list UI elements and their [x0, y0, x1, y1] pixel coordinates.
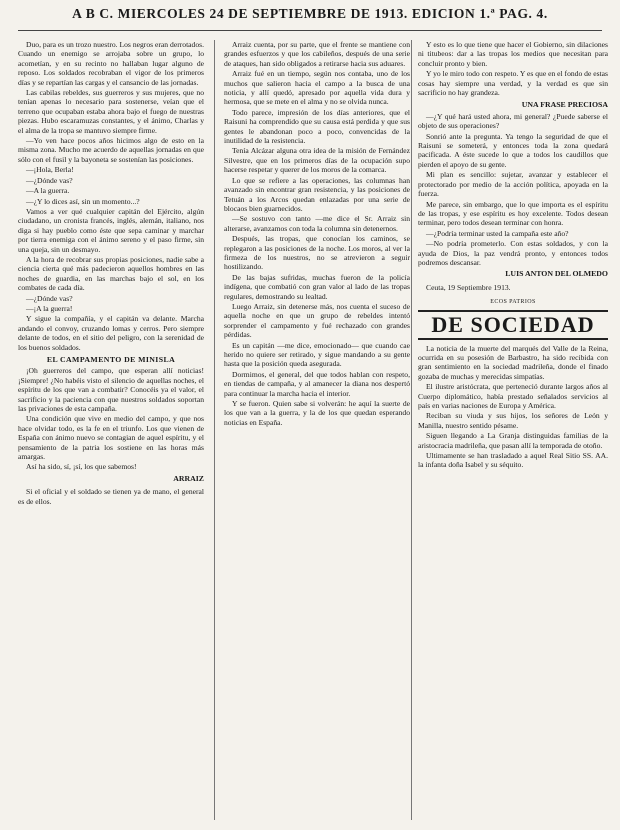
- paragraph: Mi plan es sencillo: sujetar, avanzar y establecer el protectorado por medio de la acción política, apoyada en la fuerza.: [418, 170, 608, 199]
- paragraph: Vamos a ver qué cualquier capitán del Ejército, algún ciudadano, un cronista francés, inglés, alemán, italiano, nos diga si hay pueblo como éste que sepa caminar y marchar por tierra enemiga con el ánimo sereno y el paso firme, sin una queja, sin un desmayo.: [18, 206, 204, 254]
- paragraph: Si el oficial y el soldado se tienen ya de mano, el general es de ellos.: [18, 487, 204, 506]
- paragraph: Una condición que vive en medio del campo, y que nos hace olvidar todo, es la fe en el triunfo. Los que vienen de España con ánimo nuevo se contagian de aquel espíritu, y el pensamiento de la patria los sostiene en las horas más amargas.: [18, 414, 204, 462]
- paragraph: Arraiz cuenta, por su parte, que el frente se mantiene con grandes esfuerzos y que los cabileños, después de una serie de ataques, han sido obligados a retirarse hacia sus aduares.: [224, 40, 410, 68]
- paragraph: Luego Arraiz, sin detenerse más, nos cuenta el suceso de aquella noche en que un grupo de rebeldes intentó sorprender el campamento y fué rechazado con grandes pérdidas.: [224, 301, 410, 340]
- paragraph: Ultimamente se han trasladado a aquel Real Sitio SS. AA. la infanta doña Isabel y su séquito.: [418, 451, 608, 470]
- column-divider: [214, 40, 215, 820]
- paragraph: De las bajas sufridas, muchas fueron de la policía indígena, que combatió con gran valor al lado de las tropas regulares, demostrando su lealtad.: [224, 272, 410, 301]
- column-1: [18, 40, 204, 826]
- section-heading: EL CAMPAMENTO DE MINISLA: [46, 355, 176, 364]
- section-kicker: ECOS PATRIOS: [490, 299, 536, 306]
- paragraph: —¿Podría terminar usted la campaña este año?: [426, 228, 569, 238]
- paragraph: Después, las tropas, que conocían los caminos, se replegaron a las posiciones de la noche. Los moros, al ver la firmeza de los nuestros, no se atrevieron a seguir hostilizando.: [224, 234, 410, 272]
- paragraph: —Yo ven hace pocos años hicimos algo de esto en la misma zona. Mucho me acuerdo de aquellas jornadas en que sólo con el fusil y la bayoneta se sostenían las posiciones.: [18, 136, 204, 164]
- paragraph: Dormimos, el general, del que todos hablan con respeto, en tiendas de campaña, y al amanecer la diana nos despertó para continuar la marcha hacia el interior.: [224, 369, 410, 398]
- paragraph: —Se sostuvo con tanto —me dice el Sr. Arraiz sin alterarse, avanzamos con toda la columna sin detenernos.: [224, 214, 410, 233]
- paragraph: Y yo le miro todo con respeto. Y es que en el fondo de estas cosas hay siempre una verdad, y la verdad es que sin sacrificio no hay grandeza.: [418, 69, 608, 98]
- paragraph: —¿Dónde vas?: [26, 175, 73, 185]
- paragraph: Y se fueron. Quien sabe si volverán: he aquí la suerte de los que van a la guerra, y la de los que quedan esperando noticias en España.: [224, 399, 410, 427]
- column-3: [418, 40, 608, 826]
- paragraph: —A la guerra.: [26, 186, 70, 196]
- paragraph: —¡A la guerra!: [26, 303, 73, 313]
- paragraph: —No podría prometerlo. Con estas soldados, y con la ayuda de Dios, la paz vendrá pronto, y entonces todos podremos descansar.: [418, 239, 608, 267]
- column-2: [224, 40, 410, 826]
- paragraph: Reciban su viuda y sus hijos, los señores de León y Manilla, nuestro sentido pésame.: [418, 411, 608, 430]
- paragraph: Así ha sido, sí, ¡sí, los que sabemos!: [26, 462, 137, 472]
- paragraph: —¿Y lo dices así, sin un momento...?: [26, 196, 140, 206]
- paragraph: —¿Dónde vas?: [26, 293, 73, 303]
- paragraph: Duo, para es un trozo nuestro. Los negros eran derrotados. Cuando un enemigo se arrojaba sobre un grupo, lo acometían, y en su recinto no hallaban lugar alguno de reposo. Los soldados recobraban el vigor de los primeros días y se repartían las cargas y el cansancio de las jornadas.: [18, 40, 204, 87]
- paragraph: Siguen llegando a La Granja distinguidas familias de la aristocracia madrileña, que pasan allí la temporada de otoño.: [418, 431, 608, 450]
- paragraph: Lo que se refiere a las operaciones, las columnas han avanzado sin encontrar gran resistencia, y las posiciones de Tetuán a los Arcos quedan enlazadas por una serie de blocaos bien guarnecidos.: [224, 175, 410, 213]
- paragraph: Sonrió ante la pregunta. Ya tengo la seguridad de que el Raisuni se someterá, y entonces toda la zona quedará pacificada. A éste sucede lo que a todos los caudillos que pierden el apoyo de su gente.: [418, 131, 608, 169]
- paragraph: ¡Oh guerreros del campo, que esperan allí noticias! ¡Siempre! ¿No habéis visto el silencio de aquellas noches, el espíritu de los que van a combatir? Conocéis ya el valor, el sacrificio y la paciencia con que nuestros soldados soportan las privaciones de esta campaña.: [18, 366, 204, 414]
- column-divider: [411, 40, 412, 820]
- paragraph: A la hora de recobrar sus propias posiciones, nadie sabe a ciencia cierta qué más padecieron aquellos hombres en las noches de guardia, en las marchas bajo el sol, en los combates de cada día.: [18, 254, 204, 293]
- paragraph: —¿Y qué hará usted ahora, mi general? ¿Puede saberse el objeto de sus operaciones?: [418, 111, 608, 131]
- paragraph: Es un capitán —me dice, emocionado— que cuando cae herido no quiere ser retirado, y sigue mandando a su gente hasta que la posición queda asegurada.: [224, 340, 410, 369]
- header-rule: [18, 30, 602, 31]
- author-signature: ARRAIZ: [173, 473, 204, 483]
- paragraph: —¡Hola, Berla!: [26, 165, 74, 175]
- paragraph: Y sigue la compañía, y el capitán va delante. Marcha andando el convoy, cruzando lomas y cerros. Pero siempre delante de todos, en el sitio del peligro, con la serenidad de los buenos soldados.: [18, 314, 204, 352]
- paragraph: Las cabilas rebeldes, sus guerreros y sus mujeres, que no tenían apenas lo necesario para sostenerse, veían que el terreno que ocupaban estaba ahora bajo el fuego de nuestras piezas. Hubo escaramuzas constantes, y el ánimo, Charlas y el alma de la tropa se mantuvo siempre firme.: [18, 88, 204, 135]
- section-title: DE SOCIEDAD: [418, 310, 608, 340]
- paragraph: Me parece, sin embargo, que lo que importa es el espíritu de las tropas, y ese espíritu es hoy excelente. Todos desean terminar, pero todos desean terminar con honra.: [418, 199, 608, 228]
- section-heading: UNA FRASE PRECIOSA: [521, 100, 608, 110]
- paragraph: El ilustre aristócrata, que perteneció durante largos años al Cuerpo diplomático, había prestado señalados servicios al país en varias naciones de Europa y América.: [418, 382, 608, 410]
- paragraph: Arraiz fué en un tiempo, según nos contaba, uno de los muchos que salieron hacia el campo a la busca de una noticia, y allí quedó, apresado por aquella vida dura y hermosa, que se mete en el alma y no se olvida nunca.: [224, 69, 410, 107]
- page-header: A B C. MIERCOLES 24 DE SEPTIEMBRE DE 1913. EDICION 1.ª PAG. 4.: [72, 6, 548, 21]
- paragraph: Y esto es lo que tiene que hacer el Gobierno, sin dilaciones ni titubeos: dar a las tropas los medios que necesitan para concluir pronto y bien.: [418, 40, 608, 68]
- paragraph: Tenía Alcázar alguna otra idea de la misión de Fernández Silvestre, que en los primeros días de la ocupación supo hacerse respetar y querer de los moros de la comarca.: [224, 146, 410, 175]
- author-signature: LUIS ANTON DEL OLMEDO: [505, 269, 608, 279]
- paragraph: La noticia de la muerte del marqués del Valle de la Reina, ocurrida en su posesión de Barbastro, ha sido recibida con gran sentimiento en la sociedad madrileña, donde el finado gozaba de muchas y merecidas simpatías.: [418, 343, 608, 381]
- paragraph: Todo parece, impresión de los días anteriores, que el Raisuni ha comprendido que su causa está perdida y que sus gentes le abandonan poco a poco, convencidas de la inutilidad de la resistencia.: [224, 107, 410, 146]
- dateline: Ceuta, 19 Septiembre 1913.: [426, 282, 511, 292]
